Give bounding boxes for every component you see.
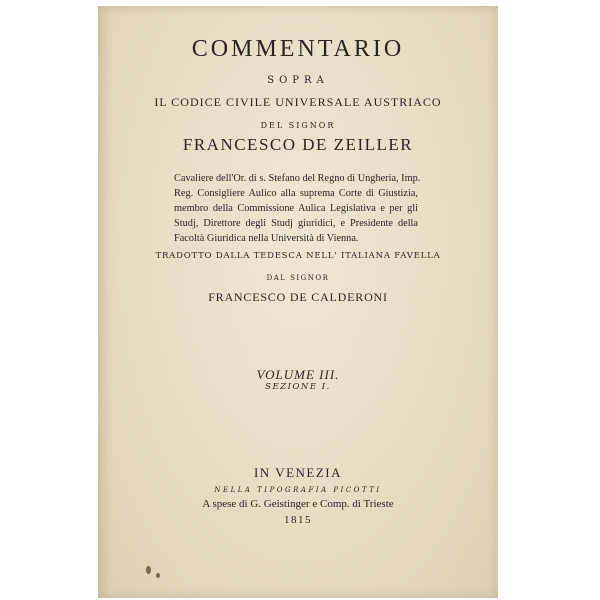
translator-name: FRANCESCO DE CALDERONI: [208, 290, 388, 304]
imprint-publisher: A spese di G. Geistinger e Comp. di Trieste: [202, 498, 394, 510]
volume-number: VOLUME III.: [256, 367, 340, 382]
author-title-line: Reg. Consigliere Aulico alla suprema Corte di Giustizia,: [174, 188, 418, 199]
imprint-city: IN VENEZIA: [253, 465, 343, 480]
ink-stain: [146, 566, 151, 574]
author-title-line: Studj, Direttore degli Studj giuridici, e Presidente della: [174, 218, 418, 229]
dal-signor-text: DAL SIGNOR: [266, 274, 330, 282]
author-name: FRANCESCO DE ZEILLER: [182, 135, 414, 154]
author-title-line: Facoltà Giuridica nella Università di Vienna.: [174, 233, 359, 244]
section-number: SEZIONE I.: [265, 382, 331, 392]
subject-line: IL CODICE CIVILE UNIVERSALE AUSTRIACO: [154, 95, 442, 109]
imprint-printer: NELLA TIPOGRAFIA PICOTTI: [214, 486, 382, 494]
author-titles: [174, 171, 421, 246]
author-title-line: membro della Commissione Aulica Legislativa e per gli: [174, 203, 418, 214]
title-page: [98, 6, 498, 598]
del-signor-text: DEL SIGNOR: [260, 121, 336, 130]
author-title-line: Cavaliere dell'Or. di s. Stefano del Regno di Ungheria, Imp.: [174, 173, 421, 184]
ink-stain: [156, 573, 160, 578]
book-title: COMMENTARIO: [191, 36, 405, 62]
translation-note: TRADOTTO DALLA TEDESCA NELL' ITALIANA FAVELLA: [155, 251, 441, 261]
imprint-year: 1815: [284, 514, 312, 526]
sopra-text: SOPRA: [267, 75, 329, 86]
